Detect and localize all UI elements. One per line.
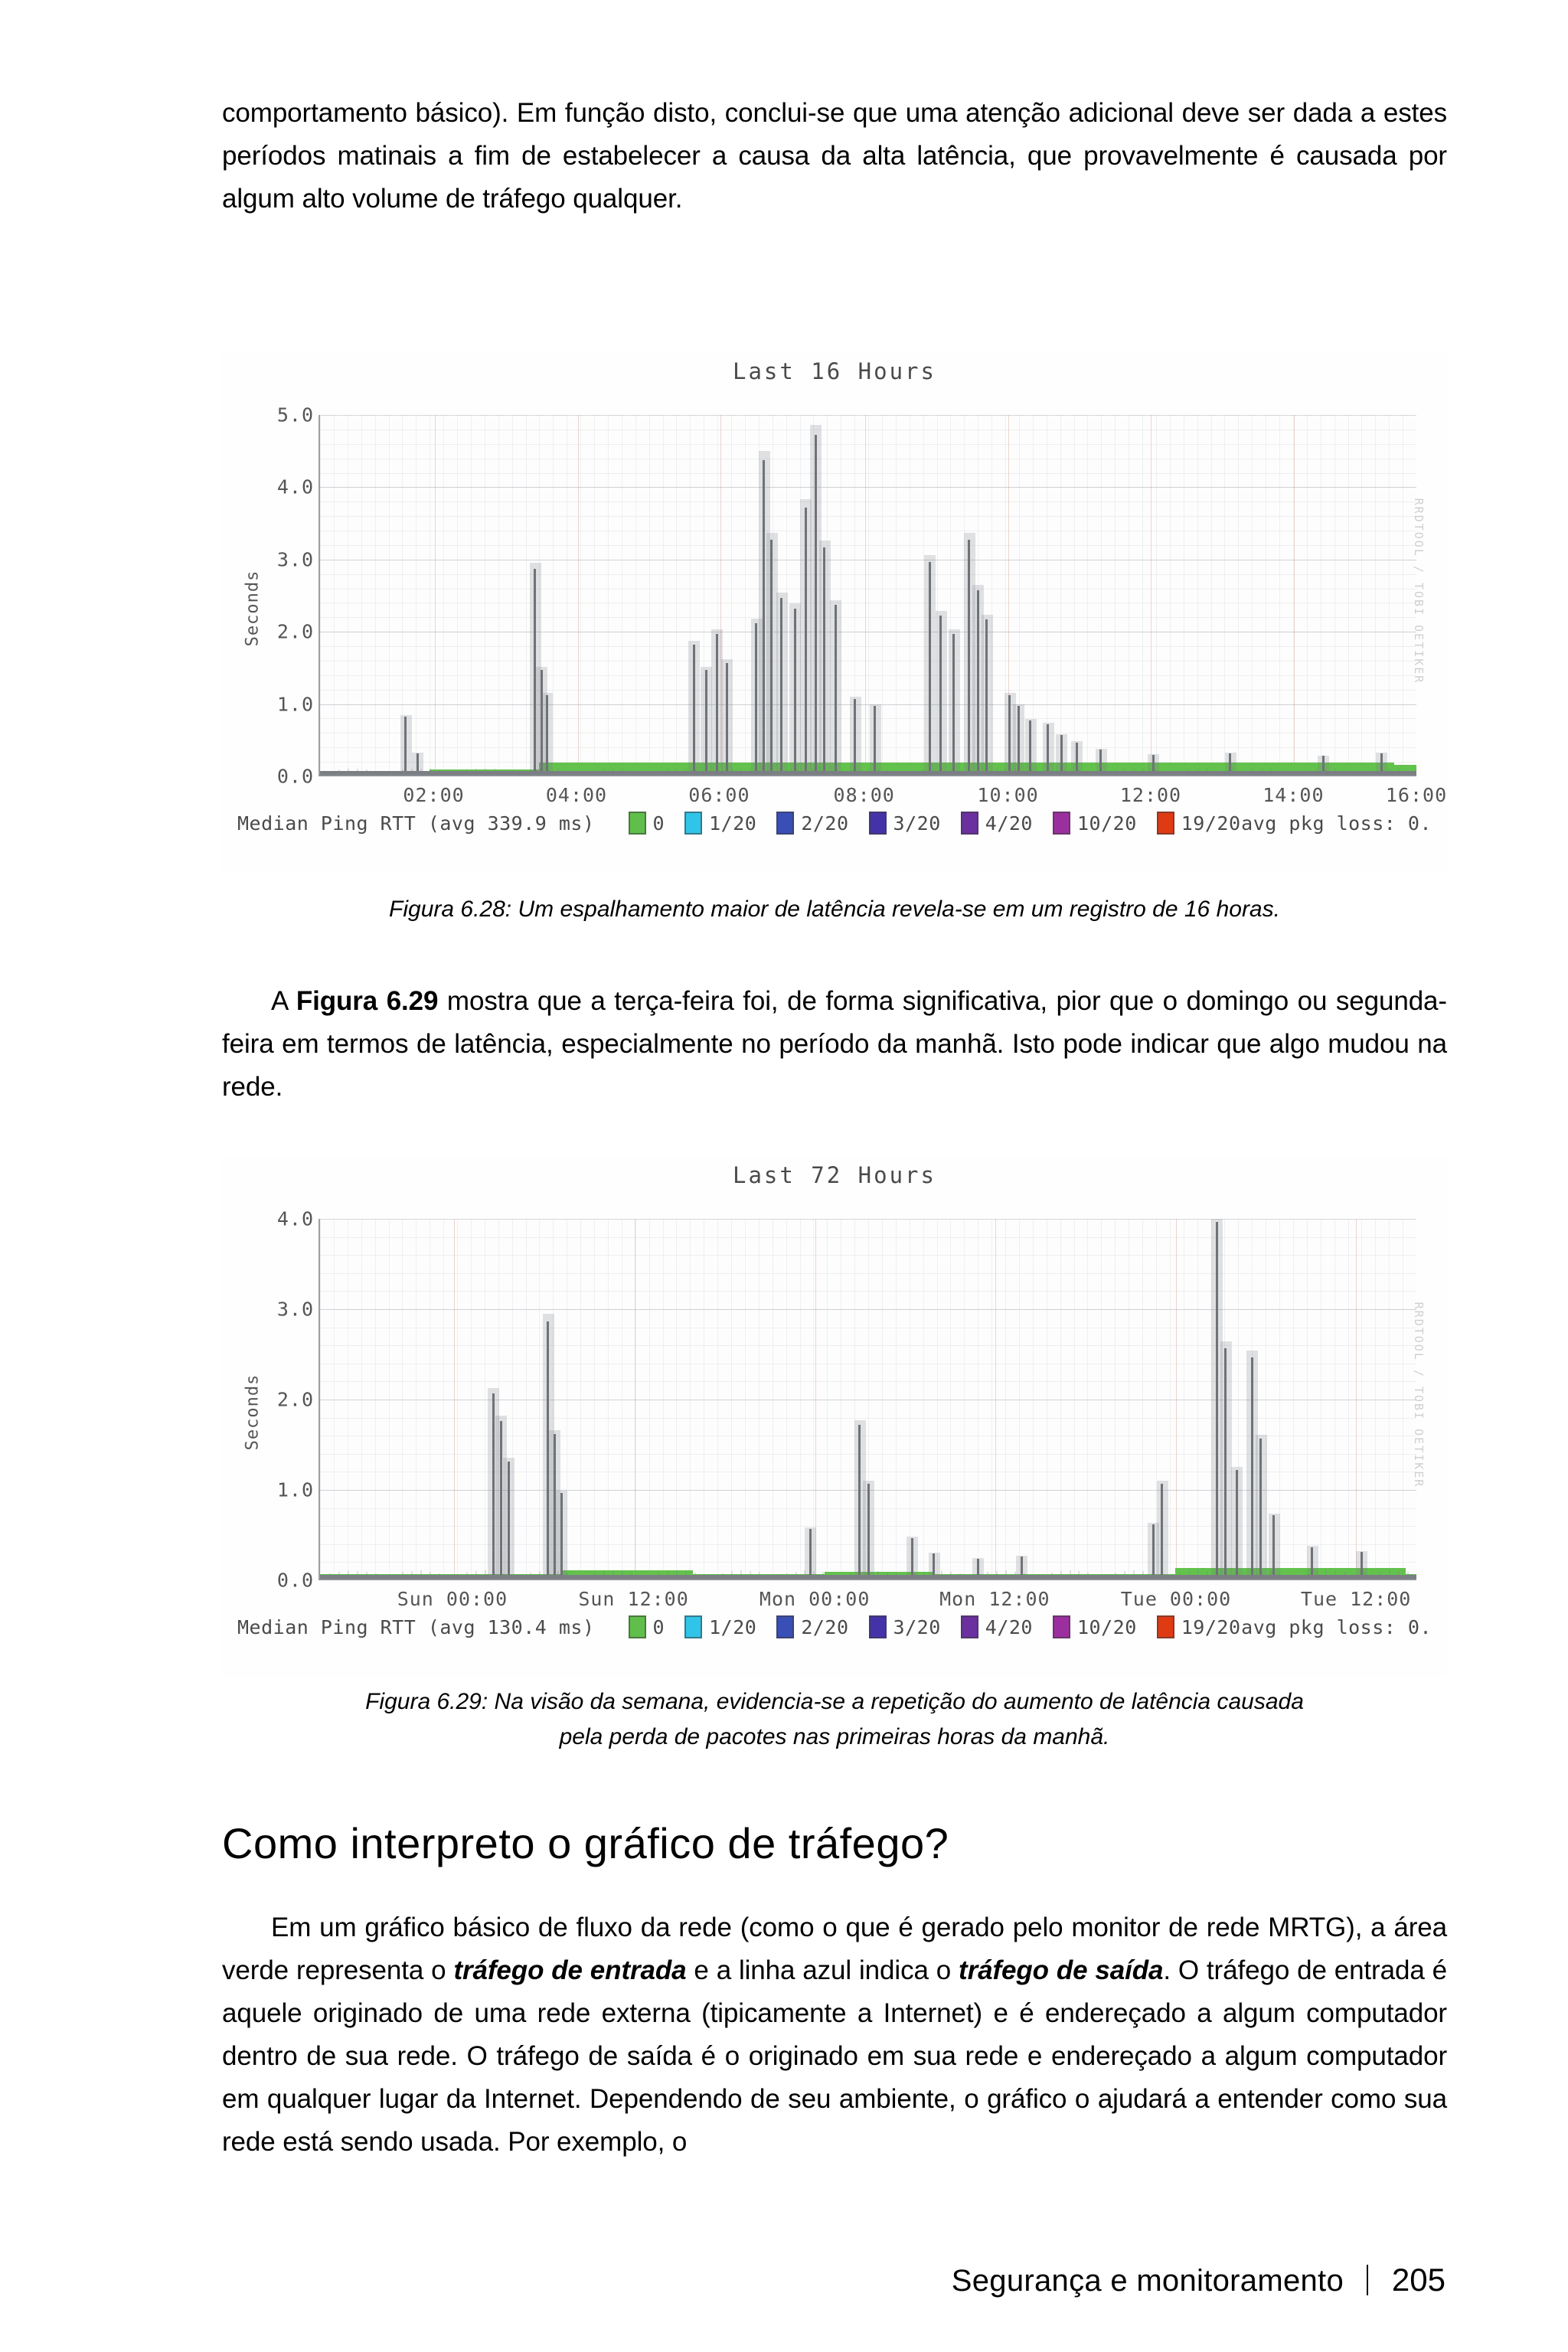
plot-area-72h [318, 1219, 1416, 1580]
gridline-vertical-minor [1156, 415, 1157, 775]
legend-item-label: 2/20 [801, 1615, 849, 1638]
legend-item-label: 1/20 [709, 1615, 757, 1638]
fig29-paragraph-block [222, 980, 1447, 1109]
latency-spike [952, 634, 955, 775]
x-tick-label: Tue 00:00 [1120, 1588, 1232, 1610]
gridline-vertical-minor [896, 415, 897, 775]
y-tick-label: 4.0 [276, 1207, 314, 1230]
fig29-reference: Figura 6.29 [296, 986, 439, 1016]
gridline-vertical-minor [608, 1219, 609, 1579]
gridline-vertical-minor [457, 1219, 458, 1579]
latency-spike [1251, 1357, 1253, 1579]
x-tick-label: 08:00 [833, 784, 895, 806]
gridline-vertical [995, 1219, 996, 1579]
legend-item [1157, 1615, 1241, 1638]
legend-item [684, 812, 756, 835]
latency-spike [1311, 1547, 1313, 1579]
gridline-vertical-minor [1279, 415, 1280, 775]
term-trafego-entrada: tráfego de entrada [453, 1955, 687, 1985]
y-tick-label: 5.0 [276, 403, 314, 426]
legend-item [776, 1615, 848, 1638]
legend-swatch [684, 812, 702, 835]
latency-spike [1272, 1515, 1275, 1579]
rrdtool-watermark-16h: RRDTOOL / TOBI OETIKER [1412, 498, 1426, 684]
latency-spike [492, 1393, 495, 1579]
gridline-vertical-minor [635, 415, 636, 775]
latency-spike [1224, 1348, 1227, 1579]
latency-spike [546, 695, 548, 775]
gridline-vertical-minor [443, 415, 444, 775]
gridline-vertical-minor [443, 1219, 444, 1579]
gridline-vertical-minor [991, 1219, 992, 1579]
gridline-vertical-minor [1375, 1219, 1376, 1579]
gridline-vertical-minor [526, 415, 527, 775]
x-tick-label: 14:00 [1263, 784, 1325, 806]
gridline-vertical-minor [1005, 1219, 1006, 1579]
gridline-vertical [578, 415, 579, 775]
legend-item-label: 4/20 [985, 1615, 1033, 1638]
y-axis-label-16h: Seconds [243, 570, 263, 647]
gridline-vertical-minor [580, 415, 581, 775]
latency-spike [1259, 1439, 1262, 1579]
gridline-vertical-minor [745, 415, 746, 775]
gridline-vertical-minor [1142, 415, 1143, 775]
y-axis-ticks-72h [253, 1207, 318, 1592]
y-tick-label: 2.0 [276, 1388, 314, 1411]
traffic-e: . O tráfego de entrada é aquele originado de uma rede externa (tipicamente a Internet) e é endereçado a algum computador dentro de sua rede. O tráfego de saída é o originado em sua rede e endereçado a algum computador em qualquer lugar da Internet. Dependendo de seu ambiente, o gráfico o ajudará a entender como sua rede está sendo usada. Por exemplo, o [222, 1955, 1447, 2157]
gridline-vertical-minor [1293, 415, 1294, 775]
gridline-vertical-minor [759, 1219, 760, 1579]
gridline-vertical-minor [800, 1219, 801, 1579]
x-tick-label: 02:00 [403, 784, 465, 806]
latency-spike [815, 435, 817, 775]
legend-loss-16h: avg pkg loss: 0. [1241, 812, 1432, 835]
latency-spike [693, 645, 695, 775]
latency-spike [726, 663, 728, 775]
latency-spike [809, 1529, 812, 1579]
fig29-lead-a: A [271, 986, 296, 1016]
gridline-vertical-minor [1101, 415, 1102, 775]
legend-item-label: 0 [652, 812, 665, 835]
gridline-vertical-minor [498, 415, 499, 775]
y-tick-label: 0.0 [276, 1569, 314, 1592]
gridline-vertical-minor [361, 1219, 362, 1579]
chart-title-16h: Last 16 Hours [733, 358, 936, 384]
plot-baseline [320, 1575, 1416, 1579]
latency-spike [763, 460, 765, 775]
term-trafego-saida: tráfego de saída [959, 1955, 1164, 1985]
gridline-vertical-minor [320, 1219, 321, 1579]
intro-paragraph: comportamento básico). Em função disto, conclui-se que uma atenção adicional deve ser dada a estes períodos matinais a fim de estabelecer a causa da alta latência, que provavelmente é causada por algum alto volume de tráfego qualquer. [222, 98, 1447, 214]
gridline-vertical-minor [334, 1219, 335, 1579]
caption-6-29-block [222, 1684, 1447, 1755]
legend-label-16h: Median Ping RTT (avg 339.9 ms) [237, 812, 595, 835]
legend-swatch [776, 1615, 794, 1638]
caption-6-28-block [222, 892, 1447, 927]
gridline-vertical-minor [786, 1219, 787, 1579]
gridline-vertical-minor [389, 415, 390, 775]
gridline-vertical-minor [649, 1219, 650, 1579]
legend-item [961, 1615, 1033, 1638]
legend-item-label: 3/20 [893, 1615, 941, 1638]
legend-item [1053, 812, 1137, 835]
caption-figure-6-29-line1: Figura 6.29: Na visão da semana, evidencia-se a repetição do aumento de latência causada [365, 1689, 1304, 1714]
legend-swatch [684, 1615, 702, 1638]
x-tick-label: Sun 00:00 [397, 1588, 508, 1610]
x-tick-label: 06:00 [688, 784, 750, 806]
legend-swatch [776, 812, 794, 835]
gridline-vertical-minor [457, 415, 458, 775]
latency-spike [985, 619, 988, 775]
gridline-vertical-minor [1142, 1219, 1143, 1579]
legend-item [629, 812, 665, 835]
gridline-vertical-minor [676, 415, 677, 775]
latency-spike [977, 590, 979, 775]
gridline-vertical-minor [882, 415, 883, 775]
gridline-vertical-minor [731, 1219, 732, 1579]
latency-spike [874, 706, 876, 775]
latency-spike [835, 605, 837, 775]
rrdtool-watermark-72h: RRDTOOL / TOBI OETIKER [1412, 1302, 1426, 1488]
legend-item-label: 4/20 [985, 812, 1033, 835]
gridline-vertical [815, 1219, 816, 1579]
legend-item [1053, 1615, 1137, 1638]
latency-spike [854, 699, 856, 775]
caption-figure-6-29-line2: pela perda de pacotes nas primeiras horas da manhã. [559, 1724, 1110, 1749]
latency-spike [755, 623, 757, 775]
y-tick-label: 1.0 [276, 1478, 314, 1501]
latency-spike [560, 1493, 563, 1579]
latency-spike [867, 1484, 870, 1579]
gridline-vertical-minor [1348, 1219, 1349, 1579]
gridline-vertical [1176, 1219, 1177, 1579]
latency-spike [1161, 1484, 1163, 1579]
gridline-vertical-minor [745, 1219, 746, 1579]
gridline-vertical-minor [1060, 415, 1061, 775]
gridline-vertical-minor [676, 1219, 677, 1579]
gridline-vertical-minor [539, 1219, 540, 1579]
latency-spike [1076, 743, 1078, 775]
gridline-vertical-minor [1087, 1219, 1088, 1579]
gridline-vertical-minor [1224, 415, 1225, 775]
chart-legend-72h [237, 1615, 1432, 1638]
chart-body-16h [222, 384, 1447, 813]
legend-item-label: 3/20 [893, 812, 941, 835]
y-tick-label: 3.0 [276, 548, 314, 571]
legend-item [776, 812, 848, 835]
figure-6-29 [222, 1156, 1447, 1677]
gridline-vertical-minor [402, 1219, 403, 1579]
legend-swatch [869, 1615, 887, 1638]
legend-item-label: 10/20 [1076, 1615, 1137, 1638]
gridline-vertical-minor [375, 415, 376, 775]
latency-spike [508, 1462, 510, 1579]
gridline-vertical-minor [580, 1219, 581, 1579]
latency-spike [794, 609, 796, 775]
section-heading-block [222, 1818, 1447, 1869]
gridline-vertical [865, 415, 866, 775]
traffic-paragraph [222, 1906, 1447, 2164]
gridline-vertical-minor [361, 415, 362, 775]
legend-swatch [1053, 1615, 1070, 1638]
x-tick-label: Mon 00:00 [759, 1588, 871, 1610]
legend-swatch [1157, 1615, 1174, 1638]
gridline-vertical-minor [1074, 415, 1075, 775]
latency-spike [500, 1421, 502, 1579]
gridline-vertical-minor [1197, 1219, 1198, 1579]
legend-label-72h: Median Ping RTT (avg 130.4 ms) [237, 1615, 595, 1638]
legend-swatch [961, 812, 978, 835]
gridline-vertical-minor [594, 415, 595, 775]
x-axis-ticks-16h [318, 784, 1448, 810]
gridline-vertical-minor [1238, 415, 1239, 775]
x-tick-label: 10:00 [977, 784, 1039, 806]
footer-page-number: 205 [1391, 2262, 1446, 2298]
gridline-vertical-minor [690, 1219, 691, 1579]
traffic-paragraph-block [222, 1906, 1447, 2164]
traffic-a: Em um gráfico básico de fluxo da rede (como o que é gerado pelo monitor de rede MRTG), a área verde representa o [222, 1913, 1447, 1985]
x-tick-label: Tue 12:00 [1300, 1588, 1412, 1610]
legend-loss-72h: avg pkg loss: 0. [1241, 1615, 1432, 1638]
gridline-vertical-minor [1115, 415, 1116, 775]
gridline-vertical [1356, 1219, 1357, 1579]
page-footer [0, 2262, 1568, 2298]
gridline-vertical [435, 415, 436, 775]
gridline-vertical-minor [1389, 415, 1390, 775]
gridline-vertical-minor [594, 1219, 595, 1579]
x-tick-label: Mon 12:00 [939, 1588, 1050, 1610]
legend-item-label: 19/20 [1181, 812, 1241, 835]
plot-baseline [320, 771, 1416, 775]
latency-spike [968, 540, 970, 775]
latency-spike [780, 598, 782, 775]
gridline-vertical-minor [1252, 415, 1253, 775]
y-tick-label: 1.0 [276, 693, 314, 716]
gridline-vertical-minor [553, 415, 554, 775]
gridline-vertical-minor [1293, 1219, 1294, 1579]
legend-items-16h [629, 812, 1241, 835]
legend-item-label: 10/20 [1076, 812, 1137, 835]
legend-item-label: 1/20 [709, 812, 757, 835]
latency-spike [911, 1538, 913, 1579]
gridline-vertical-minor [512, 415, 513, 775]
gridline-vertical-minor [813, 1219, 814, 1579]
legend-swatch [1157, 812, 1174, 835]
figure-6-28 [222, 352, 1447, 873]
gridline-vertical-minor [1170, 1219, 1171, 1579]
legend-item-label: 19/20 [1181, 1615, 1241, 1638]
y-axis-label-72h: Seconds [243, 1374, 263, 1451]
gridline-vertical-minor [1087, 415, 1088, 775]
y-tick-label: 3.0 [276, 1298, 314, 1321]
legend-item [961, 812, 1033, 835]
gridline-vertical-minor [649, 415, 650, 775]
gridline-vertical-minor [896, 1219, 897, 1579]
gridline-vertical-minor [663, 1219, 664, 1579]
gridline-vertical-minor [389, 1219, 390, 1579]
legend-item-label: 0 [652, 1615, 665, 1638]
y-tick-label: 4.0 [276, 475, 314, 498]
y-tick-label: 2.0 [276, 620, 314, 643]
smokeping-chart-16h [222, 352, 1447, 873]
gridline-vertical-minor [1074, 1219, 1075, 1579]
gridline-vertical-minor [471, 415, 472, 775]
legend-item [629, 1615, 665, 1638]
y-axis-ticks-16h [253, 403, 318, 788]
gridline-vertical-minor [1375, 415, 1376, 775]
legend-swatch [961, 1615, 978, 1638]
gridline-vertical-minor [1361, 1219, 1362, 1579]
latency-spike [1008, 695, 1011, 775]
gridline-vertical-minor [964, 1219, 965, 1579]
chart-legend-16h [237, 812, 1432, 835]
gridline-vertical-minor [1170, 415, 1171, 775]
latency-spike [1236, 1470, 1238, 1579]
latency-spike [1047, 724, 1049, 775]
x-tick-label: Sun 12:00 [578, 1588, 689, 1610]
gridline-vertical-minor [1348, 415, 1349, 775]
gridline-vertical-minor [1307, 415, 1308, 775]
legend-item-label: 2/20 [801, 812, 849, 835]
x-tick-label: 12:00 [1119, 784, 1182, 806]
gridline-vertical-minor [1101, 1219, 1102, 1579]
latency-spike [1216, 1222, 1218, 1579]
legend-swatch [1053, 812, 1070, 835]
gridline-vertical-minor [1389, 1219, 1390, 1579]
latency-spike [805, 508, 807, 775]
footer-separator [1367, 2265, 1368, 2295]
gridline-vertical-minor [334, 415, 335, 775]
gridline-vertical-minor [1307, 1219, 1308, 1579]
smokeping-chart-72h [222, 1156, 1447, 1677]
gridline-vertical-minor [320, 415, 321, 775]
gridline-vertical-minor [1197, 415, 1198, 775]
latency-spike [1029, 720, 1031, 775]
latency-spike [404, 717, 407, 775]
legend-items-72h [629, 1615, 1241, 1638]
gridline-vertical-minor [717, 1219, 718, 1579]
caption-figure-6-28: Figura 6.28: Um espalhamento maior de latência revela-se em um registro de 16 horas. [389, 897, 1280, 922]
traffic-c: e a linha azul indica o [686, 1955, 959, 1985]
gridline-vertical-minor [375, 1219, 376, 1579]
gridline-vertical [1151, 415, 1152, 775]
legend-swatch [869, 812, 887, 835]
latency-spike [770, 540, 773, 775]
latency-spike [716, 634, 718, 775]
gridline-vertical-minor [1033, 1219, 1034, 1579]
gridline-vertical-minor [635, 1219, 636, 1579]
legend-item [869, 1615, 941, 1638]
gridline-vertical [454, 1219, 455, 1579]
gridline-vertical-minor [937, 1219, 938, 1579]
footer-chapter-title: Segurança e monitoramento [951, 2264, 1344, 2298]
legend-swatch [629, 1615, 646, 1638]
gridline-vertical-minor [1115, 1219, 1116, 1579]
legend-swatch [629, 812, 646, 835]
intro-paragraph-block [222, 92, 1447, 220]
x-tick-label: 16:00 [1385, 784, 1448, 806]
legend-item [869, 812, 941, 835]
latency-spike [823, 547, 825, 775]
latency-spike [939, 616, 942, 775]
gridline-vertical-minor [882, 1219, 883, 1579]
gridline-vertical-minor [526, 1219, 527, 1579]
latency-spike [1152, 1524, 1155, 1579]
y-tick-label: 0.0 [276, 765, 314, 788]
legend-item [1157, 812, 1241, 835]
latency-spike [705, 670, 707, 775]
gridline-vertical-minor [950, 1219, 951, 1579]
gridline-vertical-minor [923, 1219, 924, 1579]
plot-area-16h [318, 415, 1416, 776]
gridline-vertical-minor [1211, 415, 1212, 775]
legend-item [684, 1615, 756, 1638]
x-tick-label: 04:00 [545, 784, 608, 806]
gridline-vertical-minor [471, 1219, 472, 1579]
gridline-vertical-minor [1361, 415, 1362, 775]
gridline-vertical-minor [827, 1219, 828, 1579]
latency-spike [858, 1425, 861, 1579]
gridline-vertical-minor [1019, 1219, 1020, 1579]
gridline-vertical-minor [663, 415, 664, 775]
chart-body-72h [222, 1188, 1447, 1617]
gridline-vertical-minor [1334, 415, 1335, 775]
latency-spike [929, 562, 931, 775]
gridline-vertical-minor [1334, 1219, 1335, 1579]
latency-spike [1018, 706, 1020, 775]
fig29-paragraph [222, 980, 1447, 1109]
chart-title-72h: Last 72 Hours [733, 1162, 936, 1188]
gridline-vertical-minor [1060, 1219, 1061, 1579]
gridline-vertical-minor [608, 415, 609, 775]
x-axis-ticks-72h [318, 1588, 1416, 1614]
page-section-title: Como interpreto o gráfico de tráfego? [222, 1819, 949, 1867]
fig29-lead-c: mostra que a terça-feira foi, de forma significativa, pior que o domingo ou segunda-feira em termos de latência, especialmente no período da manhã. Isto pode indicar que algo mudou na rede. [222, 986, 1447, 1102]
